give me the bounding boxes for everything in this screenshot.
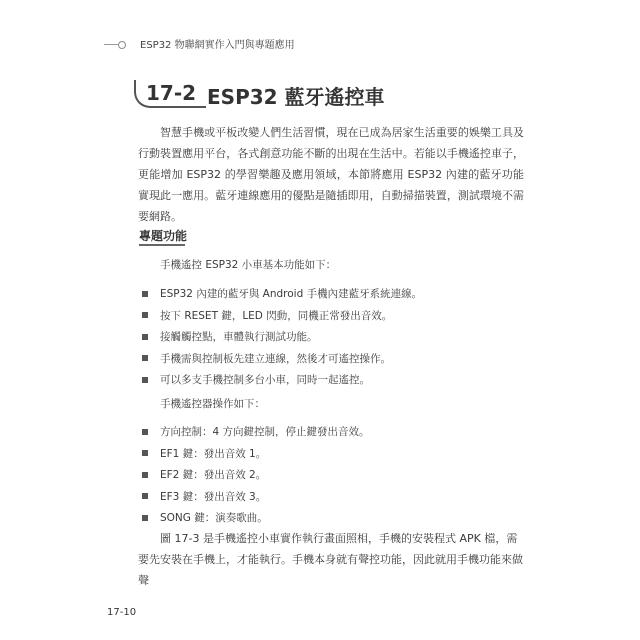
list-item-text: 方向控制：4 方向鍵控制，停止鍵發出音效。 [160,426,370,439]
section-title: ESP32 藍牙遙控車 [207,85,385,109]
page-number: 17-10 [107,607,137,618]
list-item-text: 接觸觸控點，車體執行測試功能。 [160,331,318,344]
list-item [142,421,370,443]
square-bullet-icon [142,355,148,361]
list-item-text: SONG 鍵：演奏歌曲。 [160,512,268,525]
subheading-underline [139,244,185,246]
square-bullet-icon [142,334,148,340]
list-item-text: 可以多支手機控制多台小車，同時一起遙控。 [160,374,370,387]
running-header-circle-icon [118,41,126,49]
list-item-text: 按下 RESET 鍵，LED 閃動，同機正常發出音效。 [160,309,393,322]
controls-list [142,421,370,529]
square-bullet-icon [142,429,148,435]
list-item-text: EF2 鍵：發出音效 2。 [160,469,267,482]
square-bullet-icon [142,515,148,521]
square-bullet-icon [142,312,148,318]
list-item [142,507,370,529]
square-bullet-icon [142,291,148,297]
list-item [142,283,422,305]
controls-intro: 手機遙控器操作如下： [160,398,265,410]
running-header-rule [104,44,118,45]
list-item [142,464,370,486]
closing-paragraph: 圖 17-3 是手機遙控小車實作執行畫面照相，手機的安裝程式 APK 檔，需要先安裝在手機上，才能執行。手機本身就有聲控功能，因此就用手機功能來做聲 [138,532,523,587]
running-header-title: ESP32 物聯網實作入門與專題應用 [140,40,295,51]
list-item-text: EF1 鍵：發出音效 1。 [160,447,267,460]
features-list [142,283,422,391]
list-item [142,326,422,348]
features-intro: 手機遙控 ESP32 小車基本功能如下： [160,259,337,271]
list-item-text: EF3 鍵：發出音效 3。 [160,490,267,503]
subheading: 專題功能 [139,229,188,243]
square-bullet-icon [142,377,148,383]
list-item-text: ESP32 內建的藍牙與 Android 手機內建藍牙系統連線。 [160,288,423,301]
list-item [142,369,422,391]
square-bullet-icon [142,450,148,456]
list-item [142,348,422,370]
list-item-text: 手機需與控制板先建立連線，然後才可遙控操作。 [160,352,391,365]
section-number: 17-2 [146,81,197,105]
square-bullet-icon [142,493,148,499]
list-item [142,305,422,327]
intro-paragraph: 智慧手機或平板改變人們生活習慣，現在已成為居家生活重要的娛樂工具及行動裝置應用平台，各式創意功能不斷的出現在生活中。若能以手機遙控車子，更能增加 ESP32 的學習樂趣及應用領域，本節將應用 ESP32 內建的藍牙功能實現此一應用。藍牙連線應用的優點是隨插即用，自動掃描裝置，測試環境不需要網路。 [138,126,524,223]
list-item [142,443,370,465]
list-item [142,486,370,508]
square-bullet-icon [142,472,148,478]
